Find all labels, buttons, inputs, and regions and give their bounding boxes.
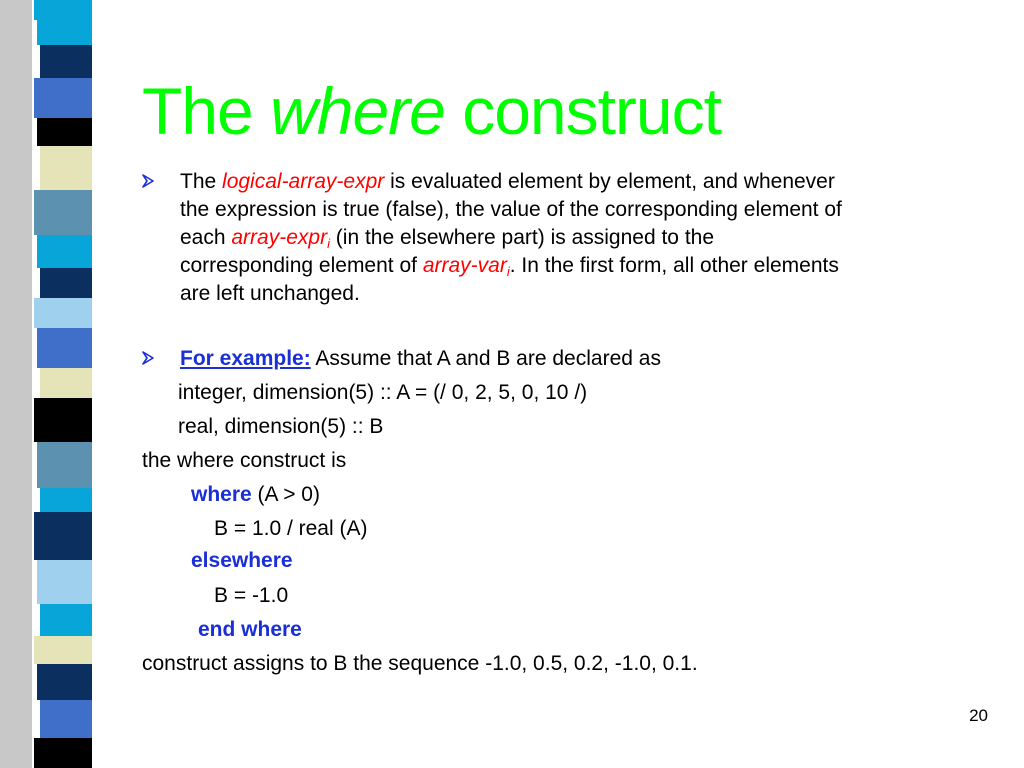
- bullet-line-5: are left unchanged.: [180, 282, 360, 305]
- code-decl-b: real, dimension(5) :: B: [178, 415, 384, 438]
- stripe-block: [40, 488, 92, 512]
- stripe-block: [37, 235, 92, 268]
- stripe-block: [34, 0, 92, 20]
- slide-title: [142, 74, 721, 148]
- decorative-stripe: [0, 0, 118, 768]
- arrowhead-bullet-icon: [142, 174, 154, 188]
- stripe-block: [37, 118, 92, 146]
- stripe-block: [40, 368, 92, 398]
- stripe-block: [34, 190, 92, 235]
- conclusion-text: construct assigns to B the sequence -1.0, 0.5, 0.2, -1.0, 0.1.: [142, 652, 698, 675]
- example-line: For example: Assume that A and B are declared as: [180, 347, 661, 370]
- stripe-block: [37, 20, 92, 45]
- bullet-line-2: the expression is true (false), the value of the corresponding element of: [180, 198, 842, 221]
- stripe-block: [37, 328, 92, 368]
- stripe-block: [34, 298, 92, 328]
- stripe-block: [40, 268, 92, 298]
- stripe-block: [34, 398, 92, 442]
- arrowhead-bullet-icon: [142, 351, 154, 365]
- stripe-block: [34, 636, 92, 664]
- stripe-block: [37, 442, 92, 488]
- stripe-block: [37, 664, 92, 700]
- code-decl-a: integer, dimension(5) :: A = (/ 0, 2, 5, 0, 10 /): [178, 381, 588, 404]
- stripe-block: [34, 738, 92, 768]
- bullet-example: [142, 345, 1002, 375]
- bullet-line-4: corresponding element of array-var$_i$. In the first form, all other elements: [180, 254, 839, 279]
- where-keyword: where: [191, 483, 252, 506]
- bullet-line-3: each array-expr$_i$ (in the elsewhere part) is assigned to the: [180, 226, 715, 251]
- array-expr-term: array-expr$_i$: [231, 226, 330, 251]
- bullet-description: [142, 168, 1002, 318]
- code-assign-1: B = 1.0 / real (A): [214, 517, 368, 540]
- array-var-term: array-var$_i$: [422, 254, 510, 279]
- code-assign-2: B = -1.0: [214, 584, 289, 607]
- elsewhere-keyword: elsewhere: [191, 549, 293, 572]
- bullet-line-1: The logical-array-expr is evaluated element by element, and whenever: [180, 170, 835, 193]
- logical-array-expr-term: logical-array-expr: [222, 170, 385, 193]
- for-example-label: For example:: [180, 347, 311, 370]
- stripe-block: [40, 45, 92, 78]
- title-word-where: where: [270, 74, 445, 148]
- stripe-block: [34, 78, 92, 118]
- stripe-block: [40, 604, 92, 636]
- stripe-block: [40, 146, 92, 190]
- stripe-block: [40, 700, 92, 738]
- end-where-keyword: end where: [198, 618, 302, 641]
- code-where-line: where (A > 0): [191, 483, 320, 506]
- title-word-the: The: [142, 74, 253, 148]
- title-word-construct: construct: [462, 74, 721, 148]
- stripe-block: [37, 560, 92, 604]
- page-number: 20: [969, 706, 988, 725]
- where-intro-text: the where construct is: [142, 449, 347, 472]
- stripe-block: [34, 512, 92, 560]
